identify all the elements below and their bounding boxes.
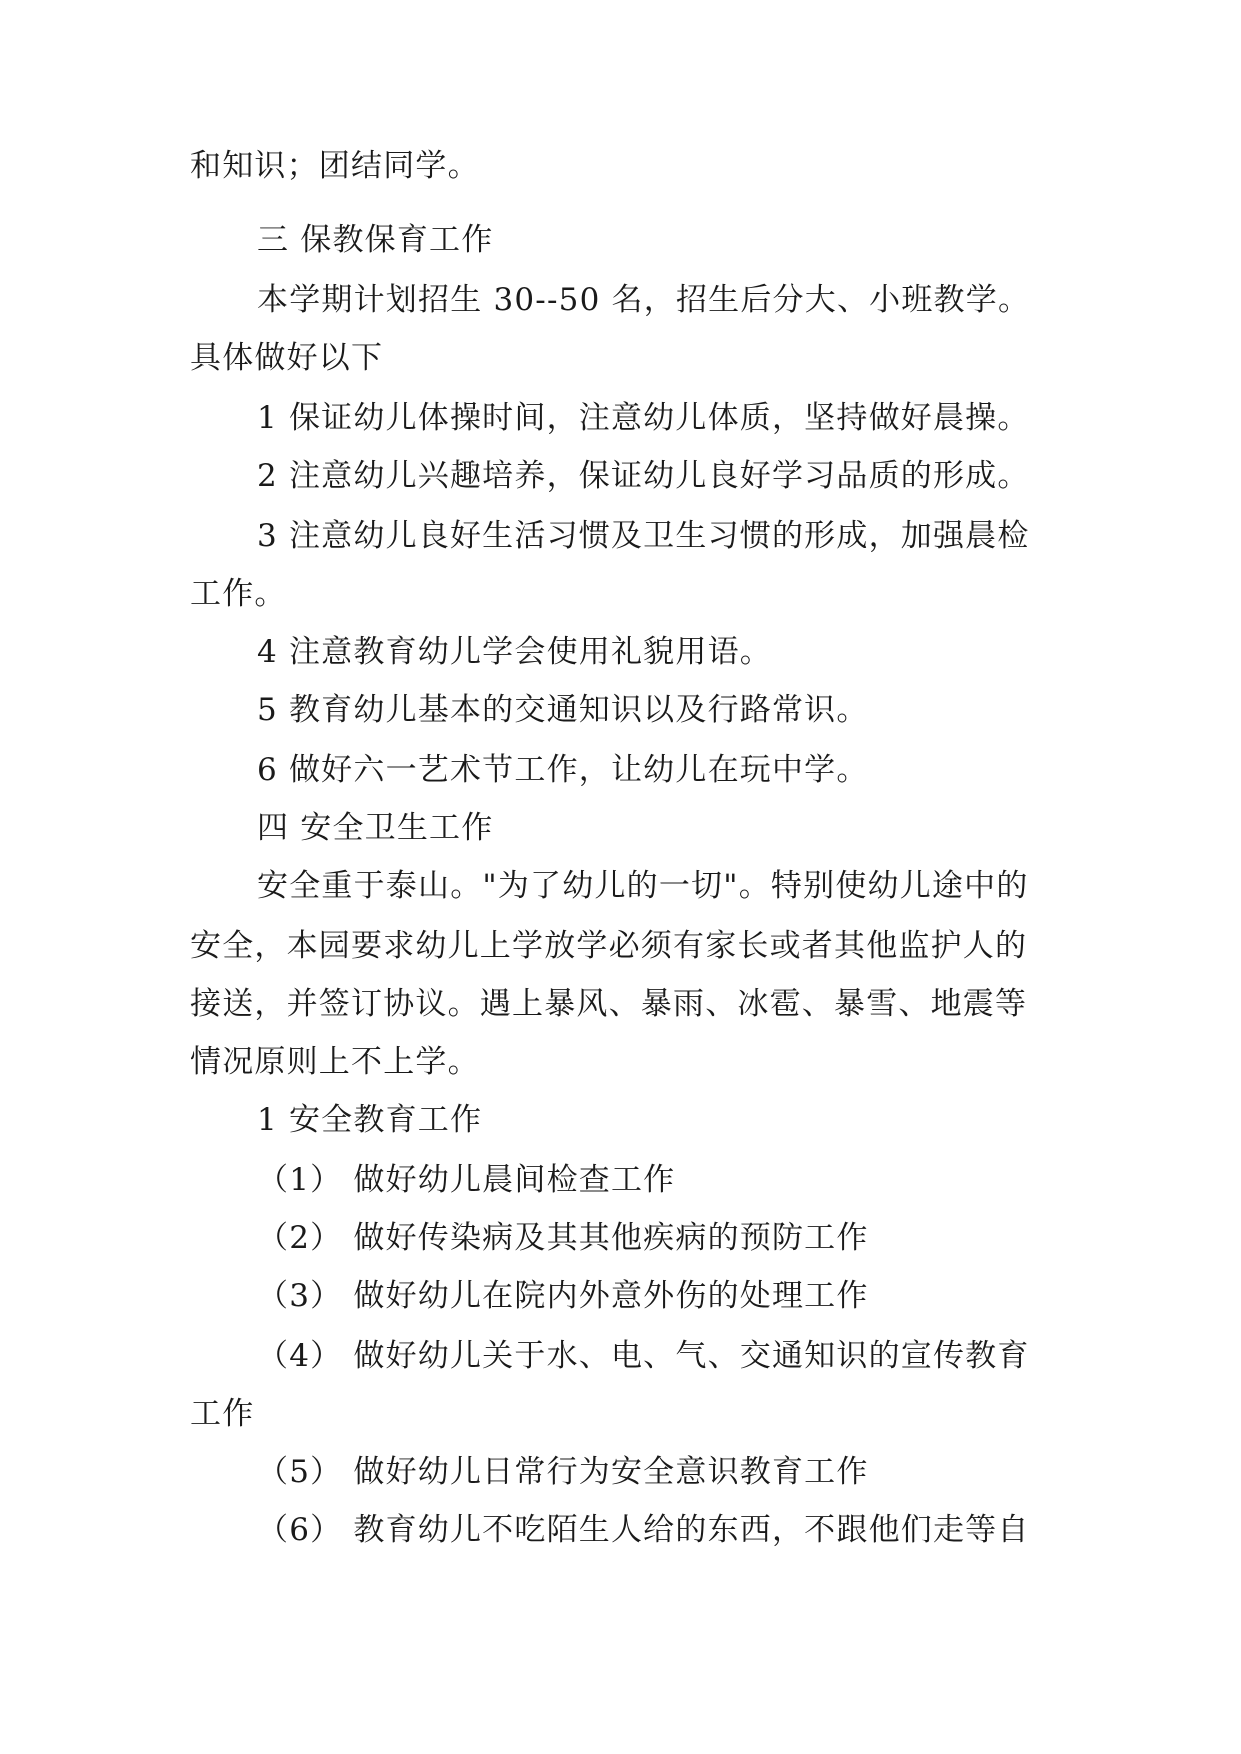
list-item: （6） 教育幼儿不吃陌生人给的东西，不跟他们走等自 bbox=[257, 1512, 1030, 1548]
body-text-line: 工作。 bbox=[190, 576, 287, 612]
list-item: （3） 做好幼儿在院内外意外伤的处理工作 bbox=[257, 1278, 869, 1314]
body-text-line: 安全重于泰山。"为了幼儿的一切"。特别使幼儿途中的 bbox=[257, 868, 1029, 904]
body-text-line: 接送，并签订协议。遇上暴风、暴雨、冰雹、暴雪、地震等 bbox=[190, 986, 1028, 1022]
list-item: 3 注意幼儿良好生活习惯及卫生习惯的形成，加强晨检 bbox=[257, 518, 1030, 554]
body-text-line: 具体做好以下 bbox=[190, 340, 384, 376]
list-item: （4） 做好幼儿关于水、电、气、交通知识的宣传教育 bbox=[257, 1338, 1030, 1374]
list-item: 1 保证幼儿体操时间，注意幼儿体质，坚持做好晨操。 bbox=[257, 400, 1030, 436]
section-heading-3: 三 保教保育工作 bbox=[257, 222, 494, 258]
list-item: （2） 做好传染病及其其他疾病的预防工作 bbox=[257, 1220, 869, 1256]
list-item: 5 教育幼儿基本的交通知识以及行路常识。 bbox=[257, 692, 869, 728]
list-item: （5） 做好幼儿日常行为安全意识教育工作 bbox=[257, 1454, 869, 1490]
subsection-heading: 1 安全教育工作 bbox=[257, 1102, 483, 1138]
list-item: 6 做好六一艺术节工作，让幼儿在玩中学。 bbox=[257, 752, 869, 788]
list-item: （1） 做好幼儿晨间检查工作 bbox=[257, 1162, 676, 1198]
list-item: 4 注意教育幼儿学会使用礼貌用语。 bbox=[257, 634, 772, 670]
section-heading-4: 四 安全卫生工作 bbox=[257, 810, 494, 846]
body-text-line: 本学期计划招生 30--50 名，招生后分大、小班教学。 bbox=[257, 282, 1031, 318]
body-text-line: 工作 bbox=[190, 1396, 255, 1432]
body-text-line: 情况原则上不上学。 bbox=[190, 1044, 480, 1080]
body-text-line: 安全，本园要求幼儿上学放学必须有家长或者其他监护人的 bbox=[190, 928, 1028, 964]
list-item: 2 注意幼儿兴趣培养，保证幼儿良好学习品质的形成。 bbox=[257, 458, 1030, 494]
body-text-line: 和知识；团结同学。 bbox=[190, 148, 480, 184]
